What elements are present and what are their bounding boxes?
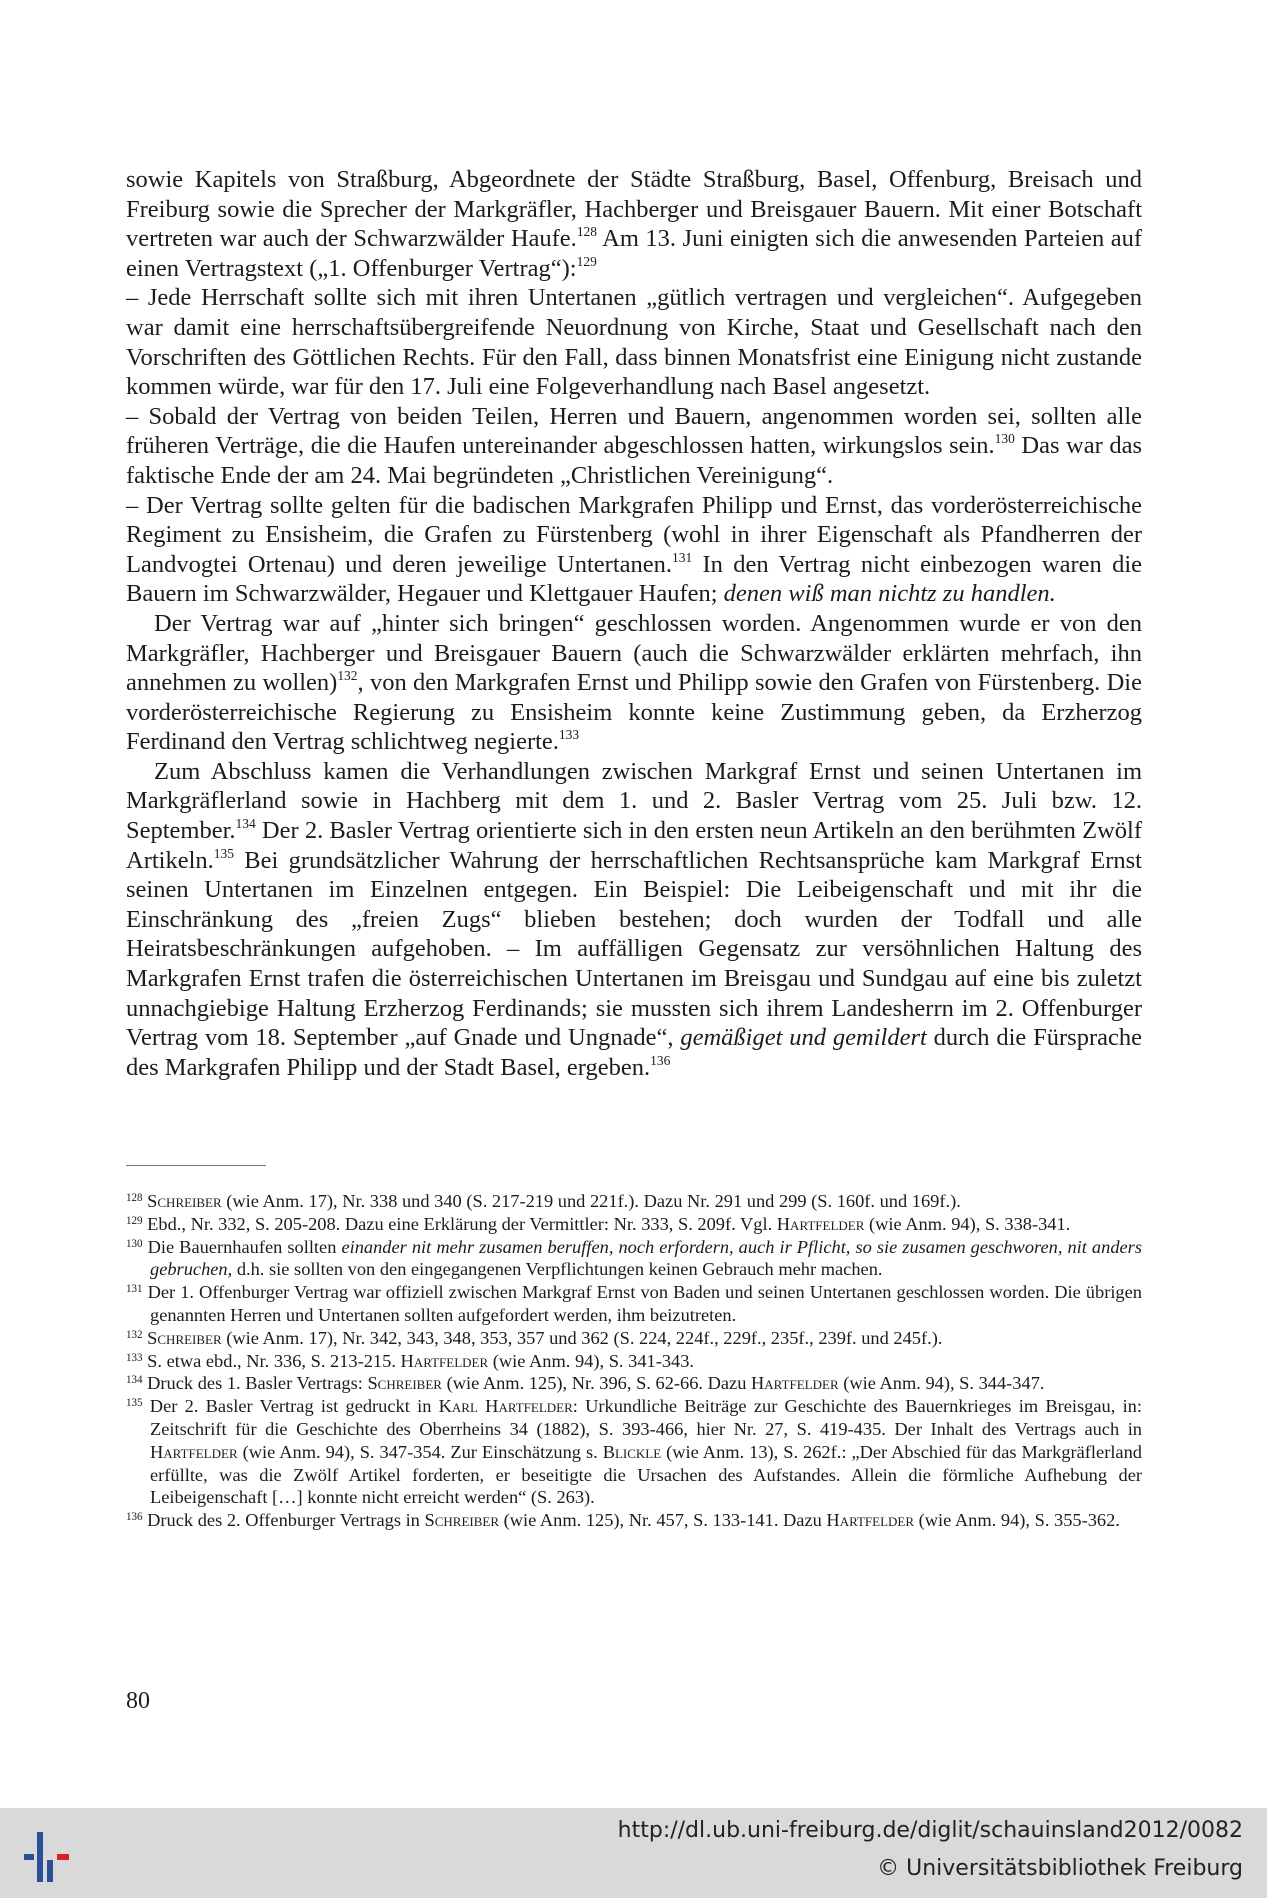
logo-bar-right [57,1854,69,1860]
footnote-ref: 132 [337,668,358,683]
logo-bar-tall [37,1832,43,1882]
source-url[interactable]: http://dl.ub.uni-freiburg.de/diglit/schauinsland2012/0082 [617,1818,1243,1843]
footnote-ref: 133 [558,727,580,743]
footnote: $^{128}$ Schreiber (wie Anm. 17), Nr. 338 und 340 (S. 217-219 und 221f.). Dazu Nr. 291 und 299 (S. 160f. und 169f.). [126,1191,961,1211]
paragraph: sowie Kapitels von Straßburg, Abgeordnete der Städte Straßburg, Basel, Offenburg, Breisach und Freiburg sowie die Sprecher der Markgräfler, Hachberger und Breisgauer Bauern. Mit einer Botschaft vertreten war auch der Schwarzwälder Haufe.$^{128}$ Am 13. Juni einigten sich die anwesenden Parteien auf einen Vertragstext („1. Offenburger Vertrag“):$^{129}$ [126,166,1142,282]
footnote: $^{129}$ Ebd., Nr. 332, S. 205-208. Dazu eine Erklärung der Vermittler: Nr. 333, S. 209f. Vgl. Hartfelder (wie Anm. 94), S. 338-341. [126,1213,1071,1234]
footnote: $^{134}$ Druck des 1. Basler Vertrags: Schreiber (wie Anm. 125), Nr. 396, S. 62-66. Dazu Hartfelder (wie Anm. 94), S. 344-347. [126,1373,1045,1394]
paragraph: Zum Abschluss kamen die Verhandlungen zwischen Markgraf Ernst und seinen Untertanen im Markgräflerland sowie in Hachberg mit dem 1. und 2. Basler Vertrag vom 25. Juli bzw. 12. September.$^{134}$ Der 2. Basler Vertrag orientierte sich in den ersten neun Artikeln an den berühmten Zwölf Artikeln.$^{135}$ Bei grundsätzlicher Wahrung der herrschaftlichen Rechtsansprüche kam Markgraf Ernst seinen Untertanen im Einzelnen entgegen. Ein Beispiel: Die Leibeigenschaft und mit ihr die Einschränkung des „freien Zugs“ blieben bestehen; doch wurden der Todfall und alle Heiratsbeschränkungen aufgehoben. – Im auffälligen Gegensatz zur versöhnlichen Haltung des Markgrafen Ernst trafen die österreichischen Untertanen im Breisgau und Sundgau auf eine bis zuletzt unnachgiebige Haltung Erzherzog Ferdinands; sie mussten sich ihrem Landesherrn im 2. Offenburger Vertrag vom 18. September „auf Gnade und Ungnade“, gemäßiget und gemildert durch die Fürsprache des Markgrafen Philipp und der Stadt Basel, ergeben.$^{136}$ [126,757,1142,1081]
footnote-ref: 131 [672,549,693,565]
logo-bar-short [47,1860,53,1882]
paragraph: – Sobald der Vertrag von beiden Teilen, Herren und Bauern, angenommen worden sei, sollten alle früheren Verträge, die die Haufen untereinander abgeschlossen hatten, wirkungslos sein.$^{130}$ Das war das faktische Ende der am 24. Mai begründeten „Christlichen Vereinigung“. [126,402,1142,489]
footnote: $^{132}$ Schreiber (wie Anm. 17), Nr. 342, 343, 348, 353, 357 und 362 (S. 224, 224f., 229f., 235f., 239f. und 245f.). [126,1327,943,1348]
footnote: $^{133}$ S. etwa ebd., Nr. 336, S. 213-215. Hartfelder (wie Anm. 94), S. 341-343. [126,1350,695,1371]
footnote: $^{130}$ Die Bauernhaufen sollten einander nit mehr zusamen beruffen, noch erfordern, auch ir Pflicht, so sie zusamen geschworen, nit anders gebruchen, d.h. sie sollten von den eingegangenen Verpflichtungen keinen Gebrauch mehr machen. [126,1236,1142,1280]
copyright-notice: © Universitätsbibliothek Freiburg [877,1856,1243,1881]
logo-bar-left [24,1854,34,1860]
footnote: $^{131}$ Der 1. Offenburger Vertrag war offiziell zwischen Markgraf Ernst von Baden und seinen Untertanen geschlossen worden. Die übrigen genannten Herren und Untertanen sollten aufgefordert werden, ihm beizutreten. [126,1282,1142,1325]
footnotes [126,1190,1142,1532]
page-number: 80 [126,1688,150,1714]
footnote: $^{135}$ Der 2. Basler Vertrag ist gedruckt in Karl Hartfelder: Urkundliche Beiträge zur Geschichte des Bauernkrieges im Breisgau, in: Zeitschrift für die Geschichte des Oberrheins 34 (1882), S. 393-466, hier Nr. 27, S. 419-435. Der Inhalt des Vertrags auch in Hartfelder (wie Anm. 94), S. 347-354. Zur Einschätzung s. Blickle (wie Anm. 13), S. 262f.: „Der Abschied für das Markgräflerland erfüllte, was die Zwölf Artikel forderten, er beseitigte die Ursachen des Aufstandes. Allein die förmliche Aufhebung der Leibeigenschaft […] konnte nicht erreicht werden“ (S. 263). [126,1396,1142,1508]
footnote: $^{136}$ Druck des 2. Offenburger Vertrags in Schreiber (wie Anm. 125), Nr. 457, S. 133-141. Dazu Hartfelder (wie Anm. 94), S. 355-362. [126,1510,1120,1531]
footnote-ref: 130 [994,431,1015,447]
footnote-ref: 136 [650,1052,671,1068]
main-text [126,165,1142,1082]
footnote-divider [126,1165,266,1166]
footnote-ref: 129 [576,253,597,269]
paragraph: – Jede Herrschaft sollte sich mit ihren Untertanen „gütlich vertragen und vergleichen“. Aufgegeben war damit eine herrschaftsübergreifende Neuordnung von Kirche, Staat und Gesellschaft nach den Vorschriften des Göttlichen Rechts. Für den Fall, dass binnen Monatsfrist eine Einigung nicht zustande kommen würde, war für den 17. Juli eine Folgeverhandlung nach Basel angesetzt. [126,284,1142,401]
footer-bar [0,1808,1267,1898]
paragraph: Der Vertrag war auf „hinter sich bringen“ geschlossen worden. Angenommen wurde er von den Markgräfler, Hachberger und Breisgauer Bauern (auch die Schwarzwälder erklärten mehrfach, ihn annehmen zu wollen)$^{132}$, von den Markgrafen Ernst und Philipp sowie den Grafen von Fürstenberg. Die vorderösterreichische Regierung zu Ensisheim konnte keine Zustimmung geben, da Erzherzog Ferdinand den Vertrag schlichtweg negierte.$^{133}$ [126,609,1142,756]
paragraph: – Der Vertrag sollte gelten für die badischen Markgrafen Philipp und Ernst, das vorderösterreichische Regiment zu Ensisheim, die Grafen zu Fürstenberg (wohl in ihrer Eigenschaft als Pfandherren der Landvogtei Ortenau) und deren jeweilige Untertanen.$^{131}$ In den Vertrag nicht einbezogen waren die Bauern im Schwarzwälder, Hegauer und Klettgauer Haufen; denen wiß man nichtz zu handlen. [126,491,1143,608]
footnote-ref: 128 [576,224,598,240]
footnote-ref: 135 [213,845,234,861]
footnote-ref: 134 [235,815,256,831]
library-logo-icon [18,1826,78,1886]
